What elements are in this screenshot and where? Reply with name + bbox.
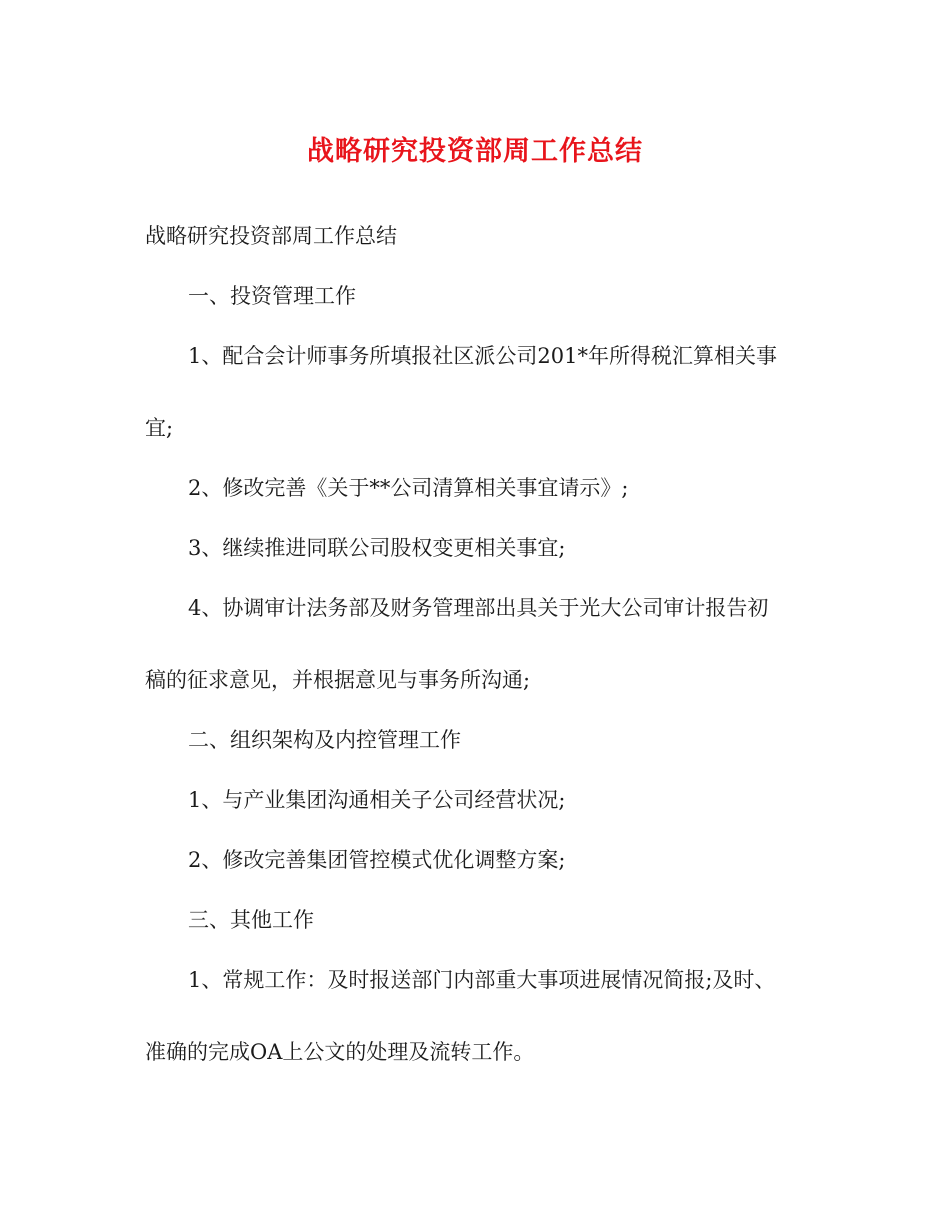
paragraph-line: 准确的完成OA上公文的处理及流转工作。 <box>145 1040 535 1064</box>
paragraph-line: 3、继续推进同联公司股权变更相关事宜; <box>188 536 566 560</box>
section-heading-1: 一、投资管理工作 <box>188 284 356 308</box>
paragraph-line: 1、配合会计师事务所填报社区派公司201*年所得税汇算相关事 <box>188 344 777 368</box>
section-heading-3: 三、其他工作 <box>188 908 314 932</box>
section-heading-2: 二、组织架构及内控管理工作 <box>188 728 461 752</box>
paragraph-line: 宜; <box>145 416 174 440</box>
document-title: 战略研究投资部周工作总结 <box>307 136 643 167</box>
paragraph-line: 2、修改完善集团管控模式优化调整方案; <box>188 848 566 872</box>
doc-heading-line: 战略研究投资部周工作总结 <box>145 224 397 248</box>
paragraph-line: 2、修改完善《关于**公司清算相关事宜请示》; <box>188 476 629 500</box>
paragraph-line: 1、与产业集团沟通相关子公司经营状况; <box>188 788 566 812</box>
paragraph-line: 1、常规工作：及时报送部门内部重大事项进展情况简报;及时、 <box>188 968 776 992</box>
paragraph-line: 4、协调审计法务部及财务管理部出具关于光大公司审计报告初 <box>188 596 769 620</box>
paragraph-line: 稿的征求意见，并根据意见与事务所沟通; <box>145 668 531 692</box>
